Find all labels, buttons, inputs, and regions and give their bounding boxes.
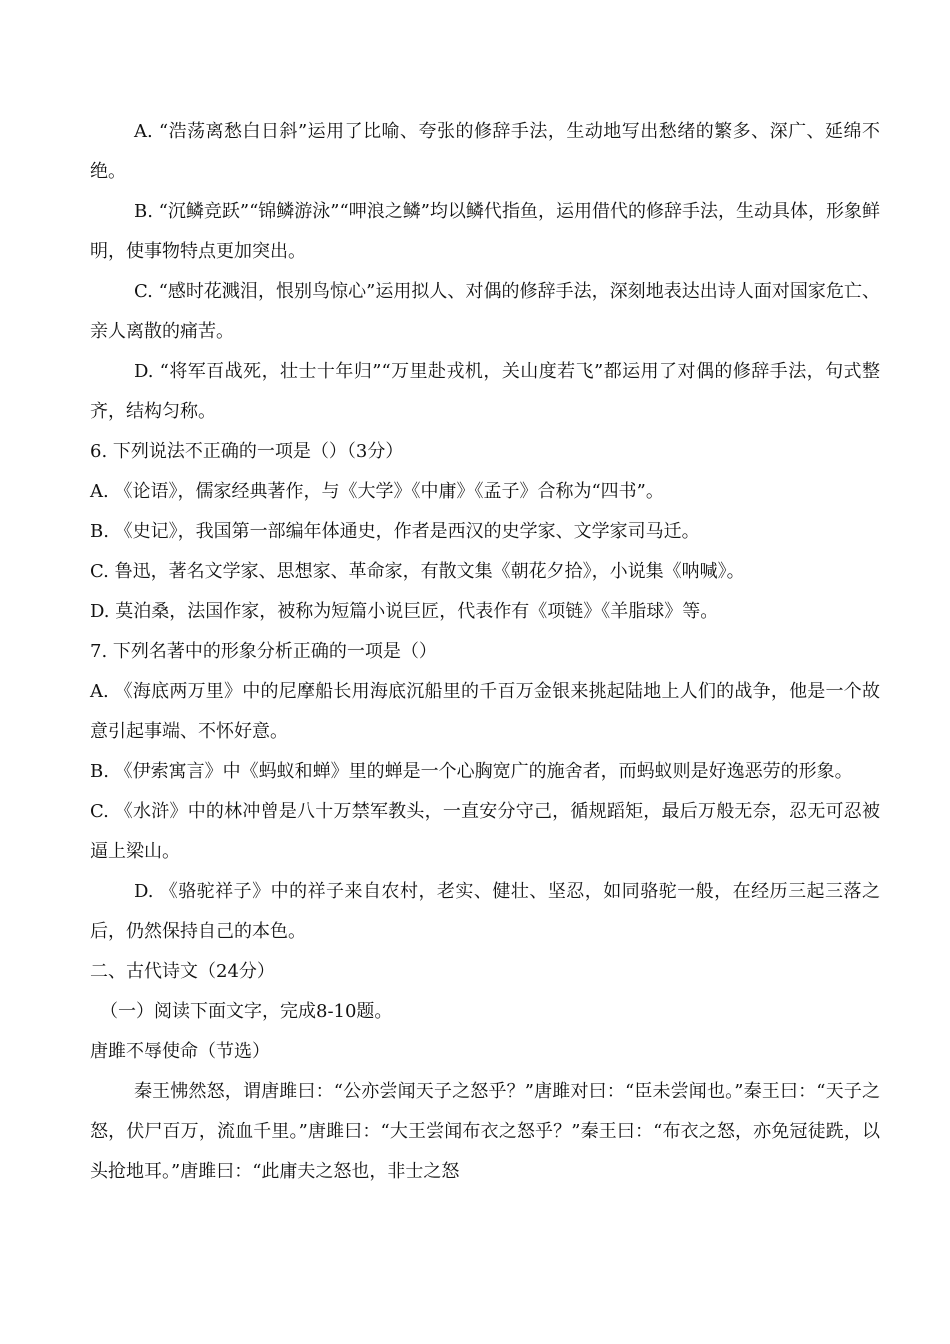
q7-option-a: A. 《海底两万里》中的尼摩船长用海底沉船里的千百万金银来挑起陆地上人们的战争，他是一个故意引起事端、不怀好意。 [90, 681, 880, 742]
section-heading: 二、古代诗文（24分） [90, 961, 275, 982]
q7-stem: 7. 下列名著中的形象分析正确的一项是（） [90, 641, 437, 662]
q7-option-d: D. 《骆驼祥子》中的祥子来自农村，老实、健壮、坚忍，如同骆驼一般，在经历三起三落之后，仍然保持自己的本色。 [90, 881, 880, 942]
q6-option-c: C. 鲁迅，著名文学家、思想家、革命家，有散文集《朝花夕拾》，小说集《呐喊》。 [90, 561, 745, 582]
q6-option-a: A. 《论语》，儒家经典著作，与《大学》《中庸》《孟子》合称为“四书”。 [90, 481, 664, 502]
q5-option-d: D. “将军百战死，壮士十年归”“万里赴戎机，关山度若飞”都运用了对偶的修辞手法，句式整齐，结构匀称。 [90, 361, 880, 422]
section-sub-heading: （一）阅读下面文字，完成8-10题。 [100, 1001, 393, 1022]
q6-option-d: D. 莫泊桑，法国作家，被称为短篇小说巨匠，代表作有《项链》《羊脂球》等。 [90, 601, 719, 622]
document-page [90, 112, 880, 1192]
q7-option-b: B. 《伊索寓言》中《蚂蚁和蝉》里的蝉是一个心胸宽广的施舍者，而蚂蚁则是好逸恶劳的形象。 [90, 761, 853, 782]
q7-option-c: C. 《水浒》中的林冲曾是八十万禁军教头，一直安分守己，循规蹈矩，最后万般无奈，忍无可忍被逼上梁山。 [90, 801, 880, 862]
passage-text: 秦王怫然怒，谓唐雎曰：“公亦尝闻天子之怒乎？”唐雎对曰：“臣未尝闻也。”秦王曰：“天子之怒，伏尸百万，流血千里。”唐雎曰：“大王尝闻布衣之怒乎？”秦王曰：“布衣之怒，亦免冠徒跣，以头抢地耳。”唐雎曰：“此庸夫之怒也，非士之怒 [90, 1081, 880, 1182]
q6-option-b: B. 《史记》，我国第一部编年体通史，作者是西汉的史学家、文学家司马迁。 [90, 521, 700, 542]
q5-option-c: C. “感时花溅泪，恨别鸟惊心”运用拟人、对偶的修辞手法，深刻地表达出诗人面对国家危亡、亲人离散的痛苦。 [90, 281, 880, 342]
q5-option-b: B. “沉鳞竞跃”“锦鳞游泳”“呷浪之鳞”均以鳞代指鱼，运用借代的修辞手法，生动具体，形象鲜明，使事物特点更加突出。 [90, 201, 880, 262]
passage-title: 唐雎不辱使命（节选） [90, 1041, 270, 1062]
q6-stem: 6. 下列说法不正确的一项是（）（3分） [90, 441, 404, 462]
q5-option-a: A. “浩荡离愁白日斜”运用了比喻、夸张的修辞手法，生动地写出愁绪的繁多、深广、延绵不绝。 [90, 121, 880, 182]
